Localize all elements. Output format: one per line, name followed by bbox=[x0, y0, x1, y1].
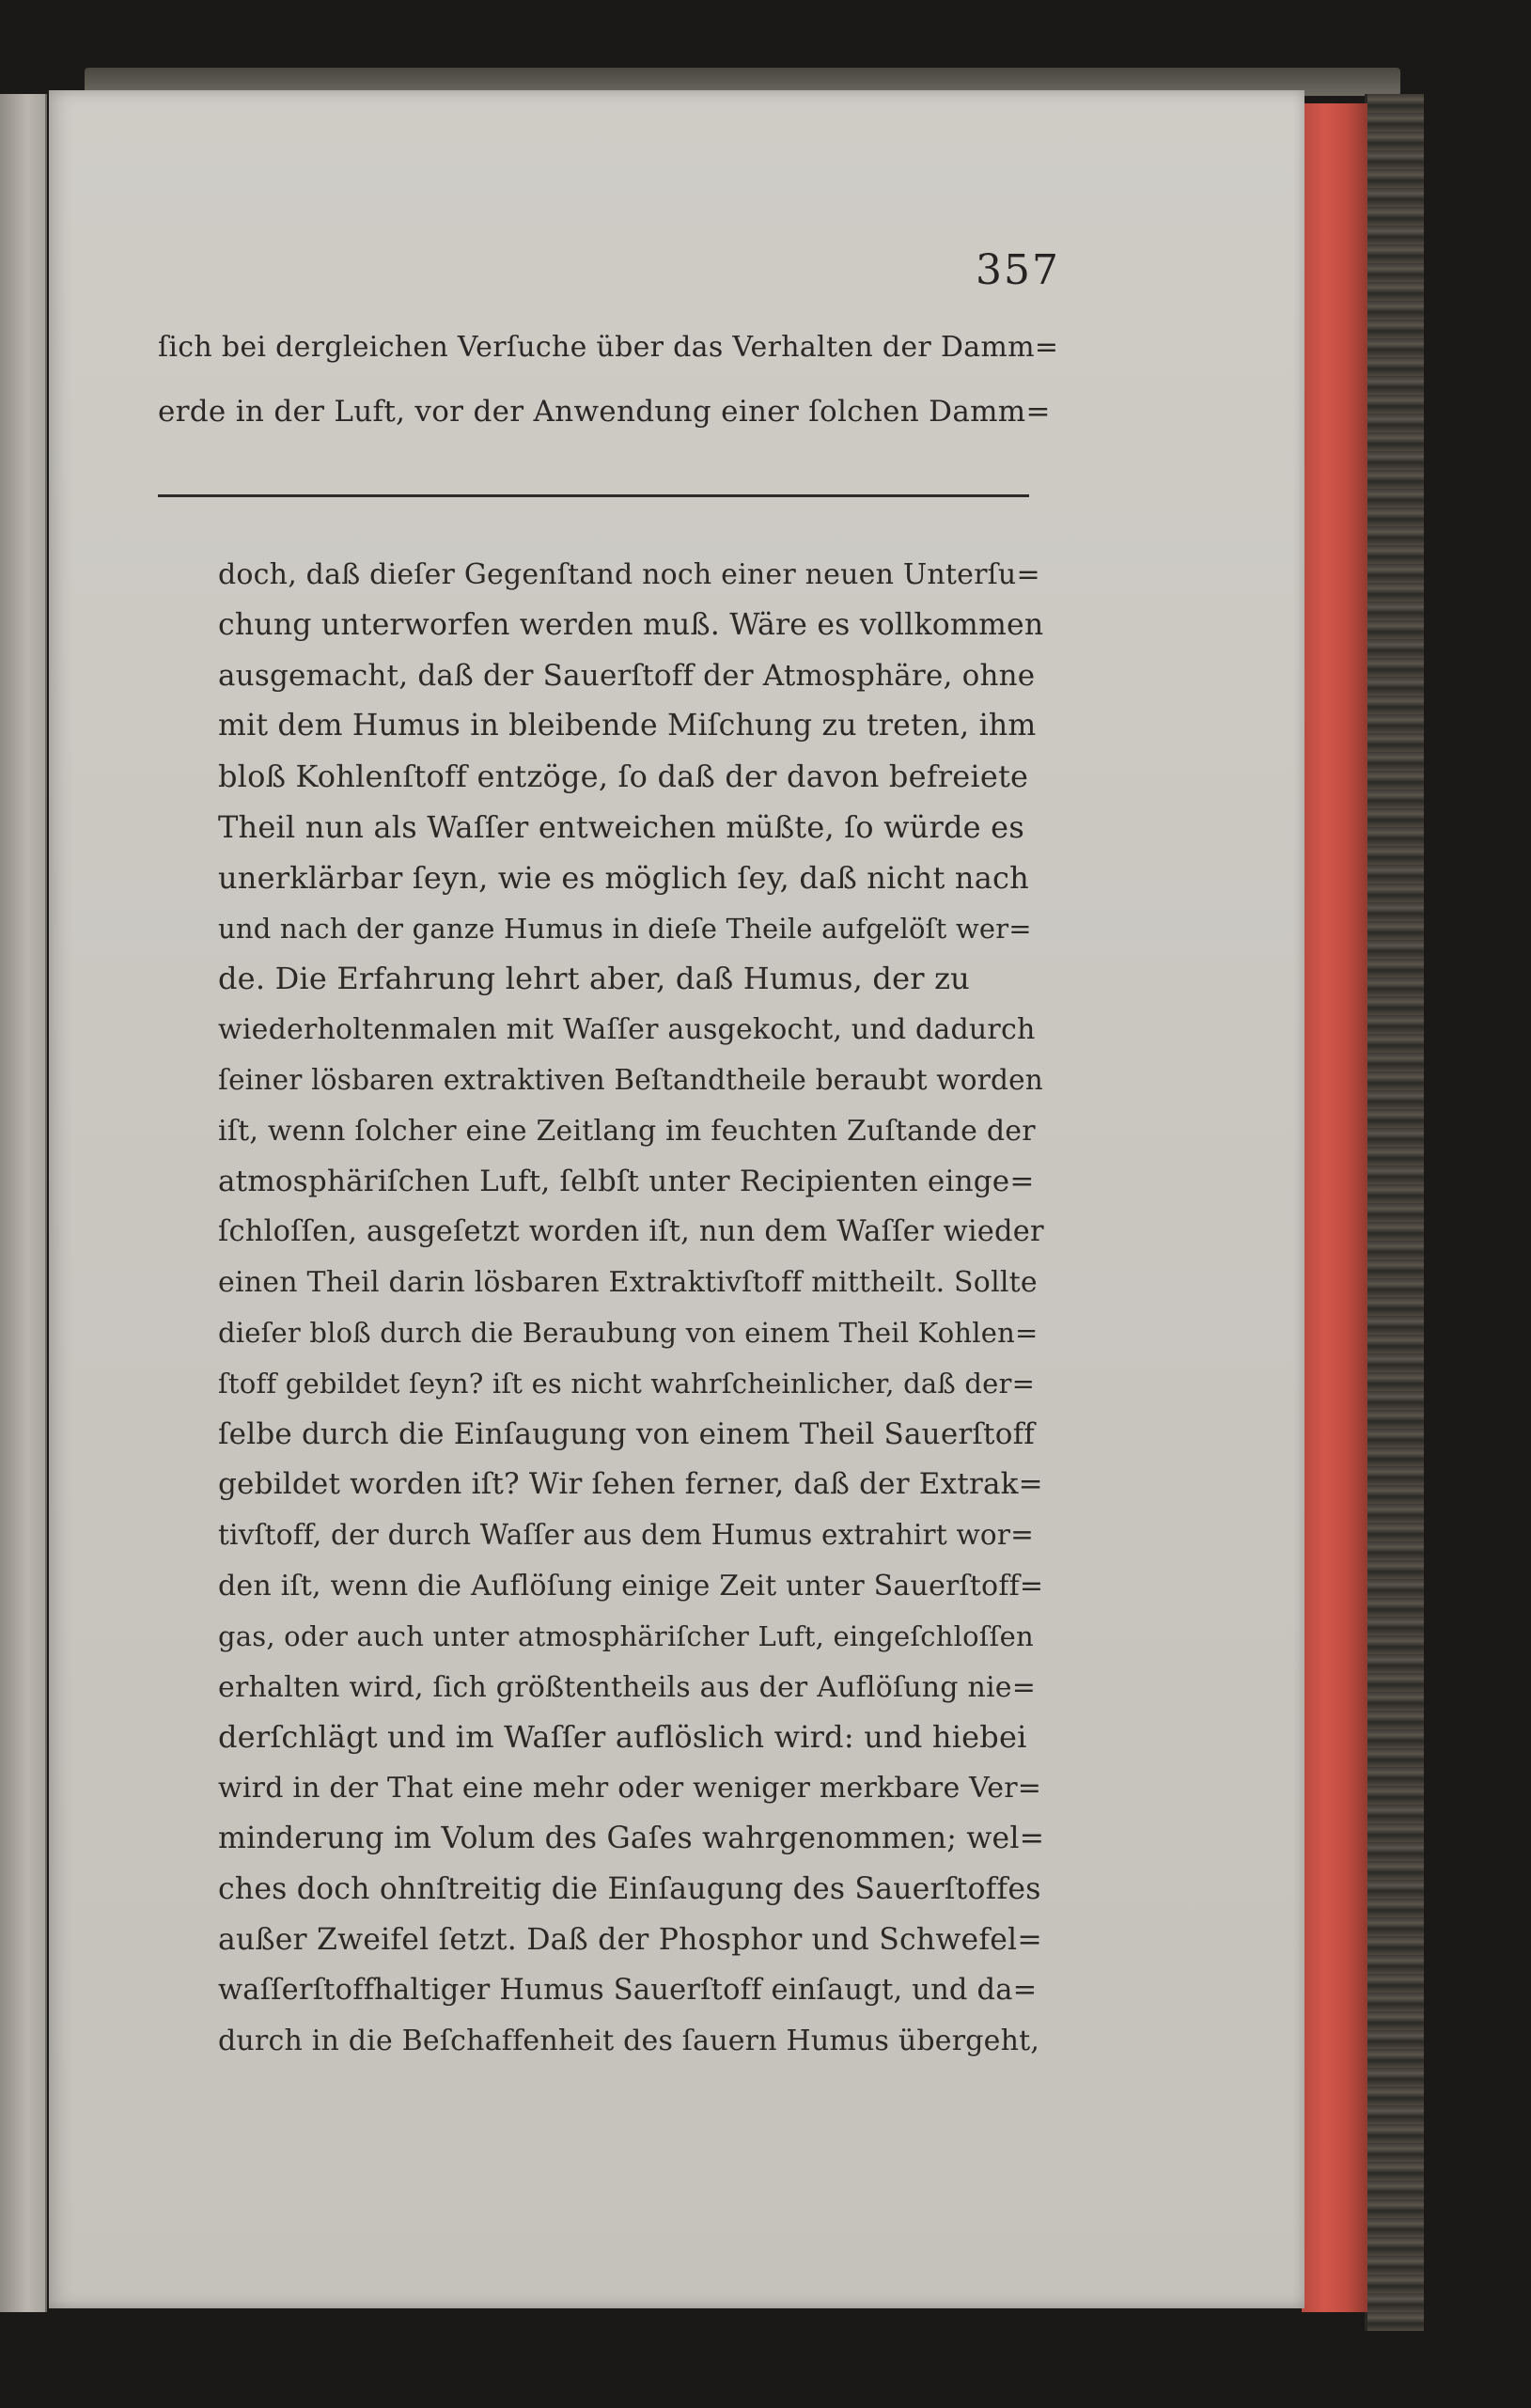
text-line: de. Die Erfahrung lehrt aber, daß Humus, der zu bbox=[218, 961, 970, 997]
red-page-edges bbox=[1302, 103, 1367, 2312]
text-line: erhalten wird, ſich größtentheils aus der Auflöſung nie= bbox=[218, 1670, 1037, 1704]
text-line: erde in der Luft, vor der Anwendung einer ſolchen Damm= bbox=[158, 395, 1051, 429]
text-line: iſt, wenn ſolcher eine Zeitlang im feuchten Zuſtande der bbox=[218, 1114, 1036, 1148]
text-line: waſſerſtoffhaltiger Humus Sauerſtoff einſaugt, und da= bbox=[218, 1974, 1038, 2008]
text-line: minderung im Volum des Gaſes wahrgenommen; wel= bbox=[218, 1821, 1045, 1855]
text-line: dieſer bloß durch die Beraubung von einem Theil Kohlen= bbox=[218, 1316, 1039, 1349]
facing-page-edge bbox=[0, 94, 47, 2312]
text-line: ſtoff gebildet ſeyn? iſt es nicht wahrſcheinlicher, daß der= bbox=[218, 1367, 1036, 1399]
text-line: doch, daß dieſer Gegenſtand noch einer neuen Unterſu= bbox=[218, 558, 1040, 591]
text-line: ches doch ohnſtreitig die Einſaugung des Sauerſtoffes bbox=[218, 1871, 1041, 1906]
text-line: ſelbe durch die Einſaugung von einem Theil Sauerſtoff bbox=[218, 1416, 1035, 1451]
carryover-text bbox=[158, 316, 1060, 444]
text-line: Theil nun als Waſſer entweichen müßte, ſo würde es bbox=[218, 808, 1024, 845]
text-line: chung unterworfen werden muß. Wäre es vollkommen bbox=[218, 607, 1044, 642]
text-line: ſchloſſen, ausgeſetzt worden iſt, nun dem Waſſer wieder bbox=[218, 1215, 1044, 1249]
text-line: mit dem Humus in bleibende Miſchung zu treten, ihm bbox=[218, 709, 1037, 743]
text-line: gas, oder auch unter atmosphäriſcher Luft, eingeſchloſſen bbox=[218, 1619, 1034, 1652]
text-line: unerklärbar ſeyn, wie es möglich ſey, daß nicht nach bbox=[218, 859, 1029, 896]
text-line: gebildet worden iſt? Wir ſehen ferner, daß der Extrak= bbox=[218, 1467, 1043, 1502]
text-line: ſeiner lösbaren extraktiven Beſtandtheile beraubt worden bbox=[218, 1063, 1043, 1096]
page-number: 357 bbox=[976, 246, 1060, 294]
text-line: außer Zweifel ſetzt. Daß der Phosphor und Schwefel= bbox=[218, 1922, 1042, 1957]
text-line: derſchlägt und im Waſſer auflöslich wird: und hiebei bbox=[218, 1719, 1027, 1756]
text-line: bloß Kohlenſtoff entzöge, ſo daß der davon befreiete bbox=[218, 758, 1029, 795]
text-line: tivſtoff, der durch Waſſer aus dem Humus extrahirt wor= bbox=[218, 1519, 1035, 1552]
text-line: ſich bei dergleichen Verſuche über das Verhalten der Damm= bbox=[158, 331, 1059, 364]
text-line: durch in die Beſchaffenheit des ſauern Humus übergeht, bbox=[218, 2025, 1040, 2058]
text-line: und nach der ganze Humus in dieſe Theile aufgelöſt wer= bbox=[218, 912, 1032, 945]
text-line: wird in der That eine mehr oder weniger merkbare Ver= bbox=[218, 1772, 1042, 1806]
text-line: wiederholtenmalen mit Waſſer ausgekocht, und dadurch bbox=[218, 1013, 1036, 1047]
footnote-rule bbox=[158, 494, 1029, 497]
text-line: atmosphäriſchen Luft, ſelbſt unter Recipienten einge= bbox=[218, 1164, 1035, 1198]
text-line: ausgemacht, daß der Sauerſtoff der Atmosphäre, ohne bbox=[218, 658, 1036, 693]
footnote-text bbox=[218, 550, 1045, 2067]
book-binding bbox=[1365, 94, 1424, 2331]
text-line: einen Theil darin lösbaren Extraktivſtoff mittheilt. Sollte bbox=[218, 1266, 1038, 1300]
text-line: den iſt, wenn die Auflöſung einige Zeit unter Sauerſtoff= bbox=[218, 1569, 1044, 1603]
